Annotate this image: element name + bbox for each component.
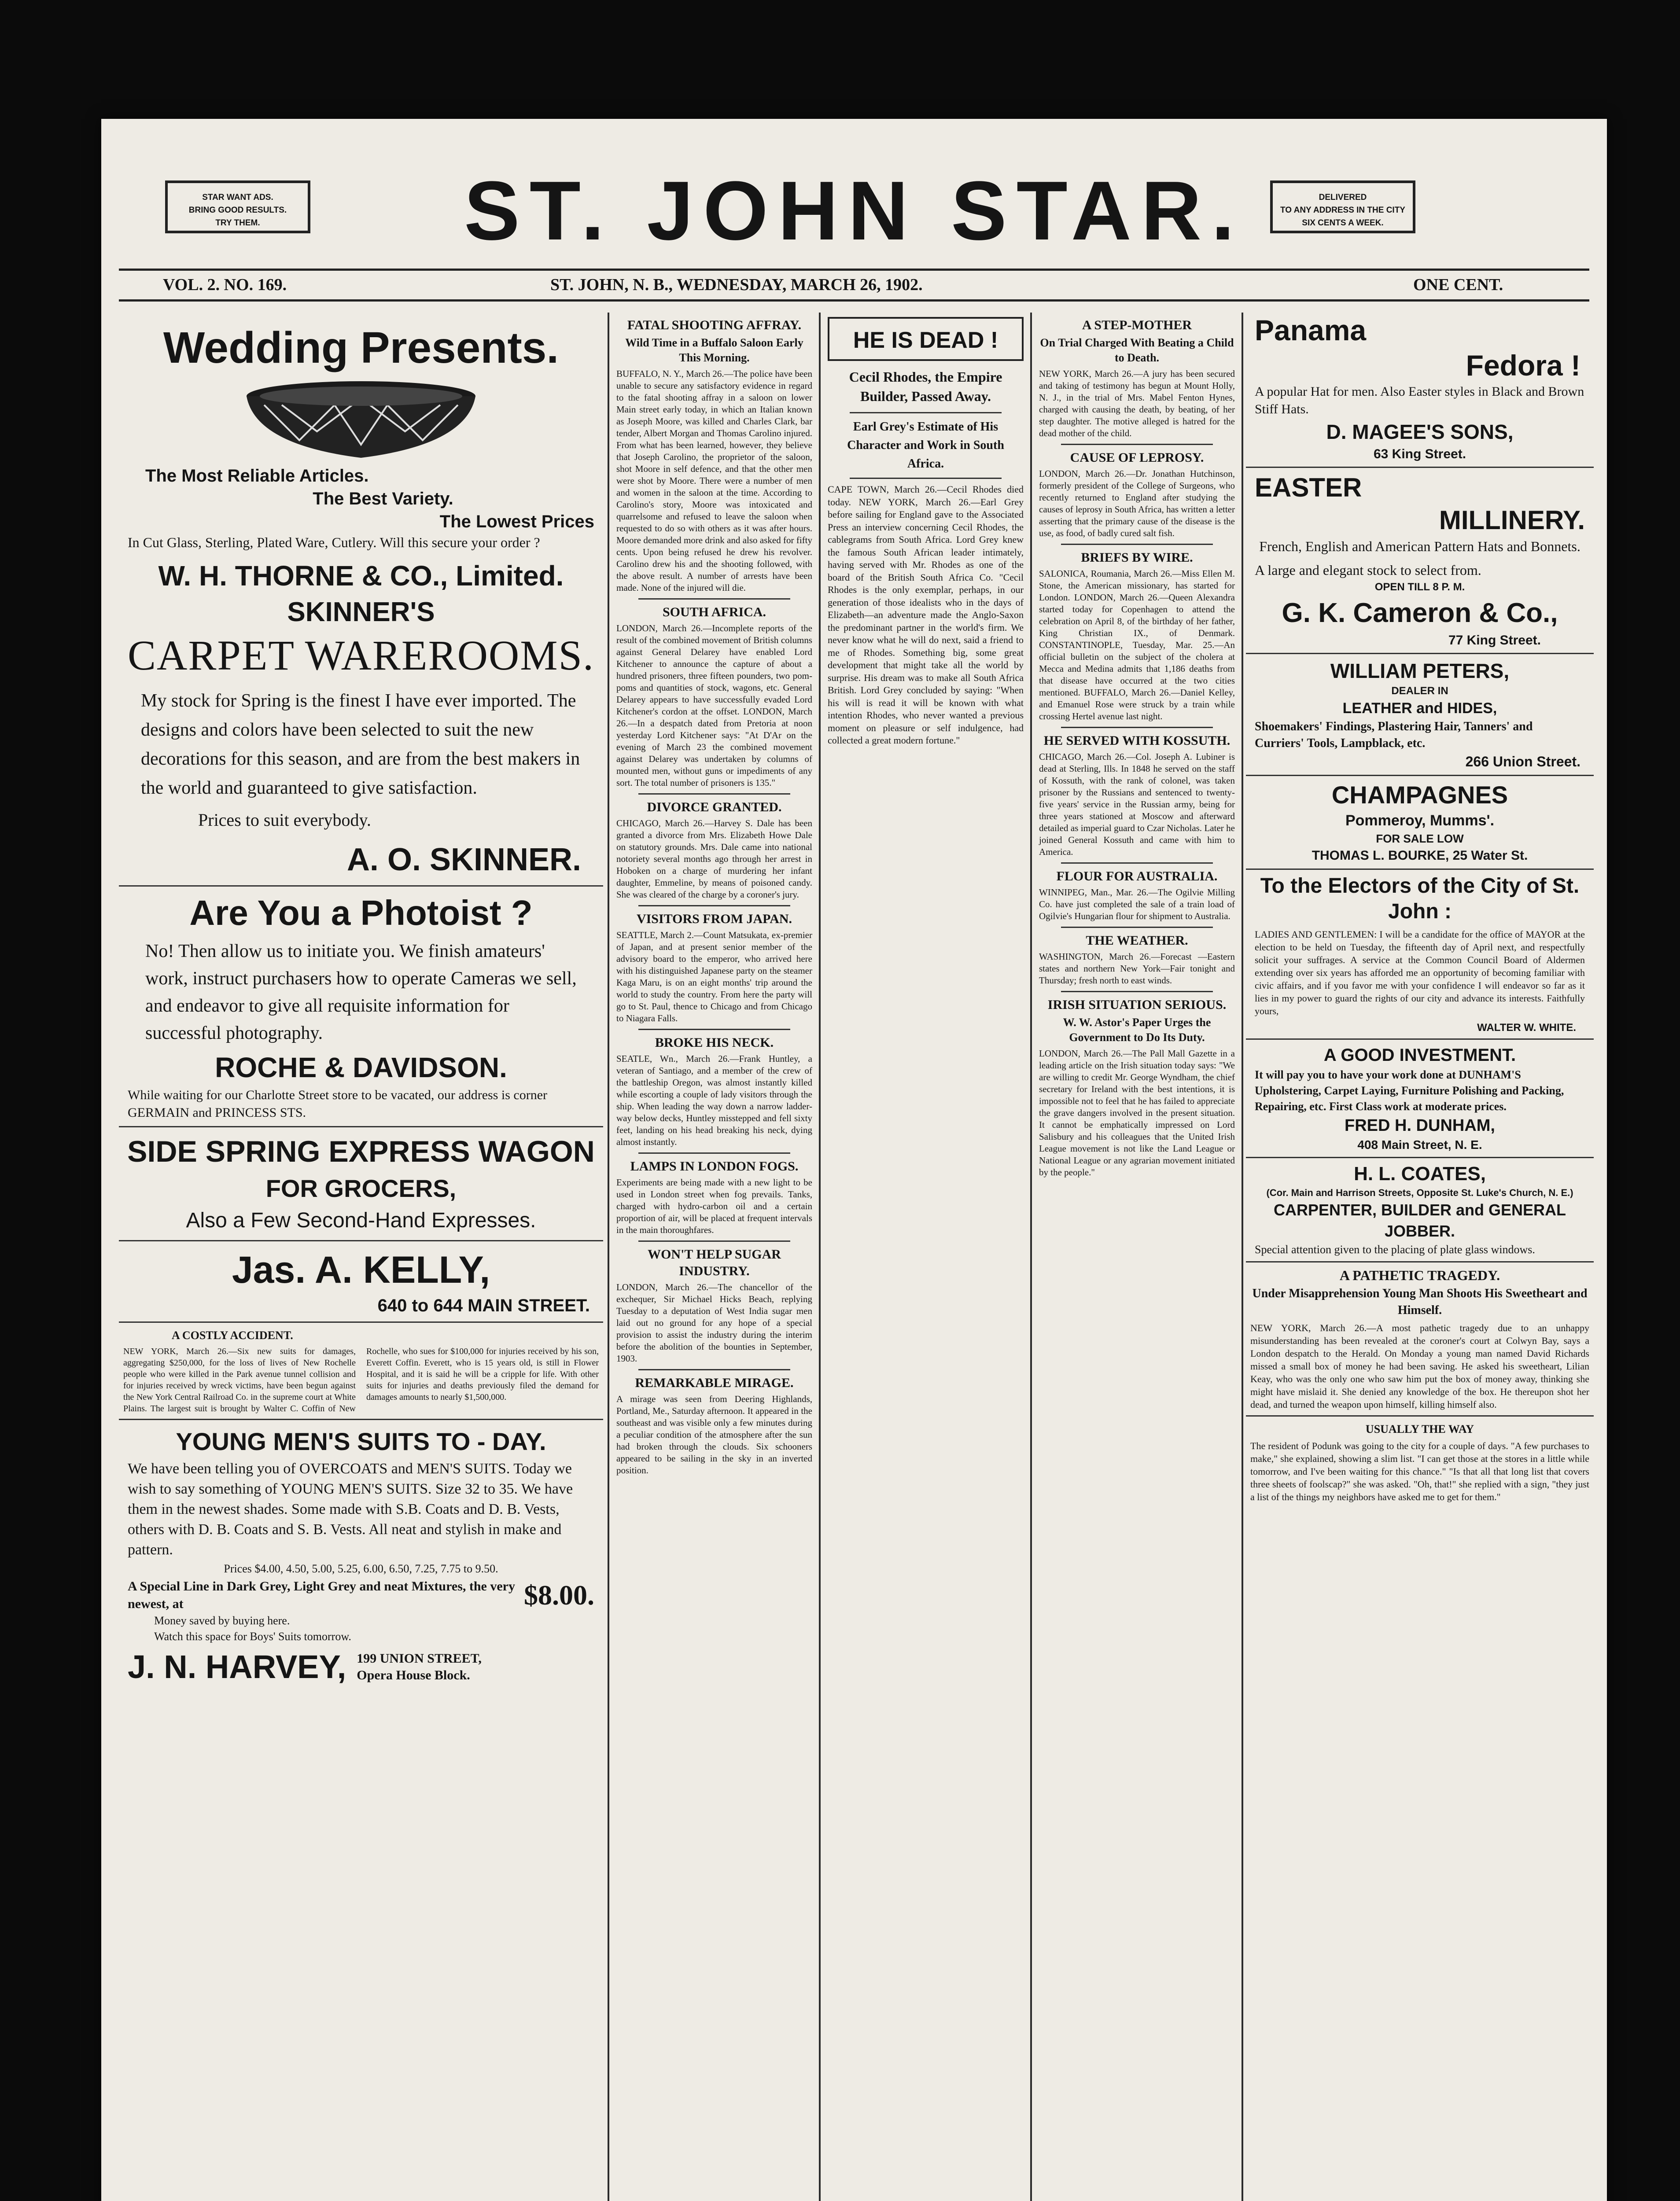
headline: FATAL SHOOTING AFFRAY.	[627, 318, 802, 332]
article-body: WASHINGTON, March 26.—Forecast —Eastern states and northern New York—Fair tonight and Thursday; fresh north to east winds.	[1039, 951, 1235, 986]
champagnes-brand: Pommeroy, Mumms'.	[1345, 812, 1495, 829]
dunham-address: 408 Main Street, N. E.	[1357, 1138, 1482, 1152]
magee-address: 63 King Street.	[1373, 447, 1466, 461]
headline: REMARKABLE MIRAGE.	[635, 1376, 794, 1390]
headline: CAUSE OF LEPROSY.	[1070, 450, 1204, 465]
article-body: NEW YORK, March 26.—A jury has been secured and taking of testimony has begun at Mount Holly, N. J., in the trial of Mrs. Mabel Fenton Hynes, charged with causing the death, by beating, of her step daughter. The motive alleged is hatred for the dead mother of the child.	[1039, 368, 1235, 438]
electors-title: To the Electors of the City of St. John :	[1260, 874, 1580, 923]
divider	[1061, 544, 1213, 545]
wedding-line: The Lowest Prices	[439, 512, 594, 531]
headline: SOUTH AFRICA.	[662, 605, 766, 619]
article-body: BUFFALO, N. Y., March 26.—The police have been unable to secure any satisfactory evidence in regard to the fatal shooting affray in a saloon on lower Main street early today, in which an Italian known as Joseph Moore, was killed and Charles Clark, bar tender, Albert Morgan and Thomas Carolino injured. From what has been learned, however, they believe that Joseph Carolino, the proprietor of the saloon, shot Moore in self defence, and that the other men were shot by Moore. There were a number of men and women in the saloon at the time. According to Carolino's story, Moore was intoxicated and quarrelsome and refused to leave the saloon when requested to do so with others as it was after hours. Moore demanded more drink and also asked for fifty cents. Upon being refused he drew his revolver. Carolino drew his and the shooting followed, with the above result. A number of arrests have been made. None of the injured will die.	[616, 368, 812, 593]
column-news-3	[823, 313, 1028, 2201]
headline: A PATHETIC TRAGEDY.	[1339, 1267, 1500, 1283]
peters-dealer: DEALER IN	[1391, 685, 1448, 697]
suits-prices: Prices $4.00, 4.50, 5.00, 5.25, 6.00, 6.50, 7.25, 7.75 to 9.50.	[224, 1562, 498, 1575]
divider	[119, 1321, 603, 1323]
peters-goods: LEATHER and HIDES,	[1342, 700, 1497, 717]
easter-title: EASTER	[1255, 473, 1362, 502]
headline: VISITORS FROM JAPAN.	[636, 912, 792, 926]
coates-address: (Cor. Main and Harrison Streets, Opposite St. Luke's Church, N. E.)	[1266, 1187, 1573, 1198]
dunham-name: FRED H. DUNHAM,	[1345, 1116, 1495, 1135]
electors-signature: WALTER W. WHITE.	[1477, 1022, 1576, 1034]
article-body: LONDON, March 26.—The chancellor of the exchequer, Sir Michael Hicks Beach, replying Tuesday to a deputation of West India sugar men laid out no ground for any hope of a special provision to assist the industry during the interim before the abolition of the bounties in September, 1903.	[616, 1282, 812, 1364]
suits-watch: Watch this space for Boys' Suits tomorrow.	[154, 1630, 351, 1643]
divider	[1246, 467, 1594, 468]
column-ads-left	[119, 313, 603, 2201]
dateline	[128, 275, 1581, 297]
skinner-title: CARPET WAREROOMS.	[128, 632, 594, 679]
column-rule	[608, 313, 609, 2201]
suits-title: YOUNG MEN'S SUITS TO - DAY.	[176, 1428, 546, 1455]
divider	[1061, 927, 1213, 928]
wagon-expresses: Also a Few Second-Hand Expresses.	[186, 1209, 536, 1232]
headline: USUALLY THE WAY	[1365, 1423, 1474, 1435]
article-body: Experiments are being made with a new light to be used in London street when fog prevails. Tanks, charged with hydro-carbon oil and a certain proportion of air, will be placed at frequent intervals in the main thoroughfares.	[616, 1177, 812, 1235]
wagon-title: SIDE SPRING EXPRESS WAGON	[127, 1135, 595, 1168]
dateline-rule-top	[119, 269, 1589, 271]
divider	[638, 905, 790, 906]
divider	[1246, 1157, 1594, 1158]
photoist-body: No! Then allow us to initiate you. We finish amateurs' work, instruct purchasers how to operate Cameras we sell, and endeavor to give all requisite information for successful photography.	[145, 941, 577, 1043]
divider	[119, 885, 603, 887]
headline: FLOUR FOR AUSTRALIA.	[1056, 869, 1218, 883]
masthead-right-line: TO ANY ADDRESS IN THE CITY	[1280, 206, 1405, 215]
investment-body: It will pay you to have your work done at DUNHAM'S Upholstering, Carpet Laying, Furniture Polishing and Packing, Repairing, etc. First Class work at moderate prices.	[1255, 1068, 1564, 1113]
headline: LAMPS IN LONDON FOGS.	[630, 1159, 799, 1174]
thorne-name: W. H. THORNE & CO., Limited.	[158, 560, 564, 592]
accident-body: NEW YORK, March 26.—Six new suits for damages, aggregating $250,000, for the loss of lives of New Rochelle people who were killed in the Park avenue tunnel collision and for injuries received by wreck victims, have been begun against the New York Central Railroad Co. in the supreme court at White Plains. The largest suit is brought by Walter C. Coffin of New Rochelle, who sues for $100,000 for injuries received by his son, Everett Coffin. Everett, who is 15 years old, is still in Flower Hospital, and it is said he will be a cripple for life. With other suits for injuries and deaths previously filed the demand for damages amounts to nearly $1,500,000.	[123, 1347, 599, 1413]
headline: IRISH SITUATION SERIOUS.	[1047, 997, 1227, 1012]
coates-trade: CARPENTER, BUILDER and GENERAL JOBBER.	[1273, 1201, 1566, 1240]
masthead-title: ST. JOHN STAR.	[464, 164, 1244, 258]
headline: BRIEFS BY WIRE.	[1081, 550, 1193, 565]
bourke-name: THOMAS L. BOURKE, 25 Water St.	[1312, 848, 1528, 863]
article-body: LONDON, March 26.—Dr. Jonathan Hutchinson, formerly president of the College of Surgeons, who recently returned to England after studying the causes of leprosy in South Africa, has written a letter asserting that the primary cause of the disease is the use, as food, of badly cured salt fish.	[1039, 468, 1235, 538]
investment-title: A GOOD INVESTMENT.	[1323, 1045, 1516, 1065]
headline: WON'T HELP SUGAR INDUSTRY.	[648, 1247, 781, 1278]
divider	[638, 793, 790, 795]
dateline-rule-bottom	[119, 299, 1589, 302]
millinery-body: French, English and American Pattern Hats and Bonnets.	[1259, 538, 1581, 554]
article-body: SEATLE, Wn., March 26.—Frank Huntley, a veteran of Santiago, and a member of the crew of the battleship Oregon, was almost instantly killed while escorting a couple of lady visitors through the ship. When leading the way down a narrow ladder-way below decks, Huntley misstepped and fell sixty feet, landing on his head breaking his neck, dying almost instantly.	[616, 1053, 812, 1147]
peters-address: 266 Union Street.	[1465, 754, 1581, 769]
divider	[638, 1240, 790, 1242]
price: ONE CENT.	[1413, 276, 1503, 294]
divider	[1061, 727, 1213, 728]
champagnes-sale: FOR SALE LOW	[1376, 832, 1464, 845]
masthead-left-line: TRY THEM.	[215, 218, 260, 228]
wedding-title: Wedding Presents.	[163, 323, 559, 372]
wedding-line: In Cut Glass, Sterling, Plated Ware, Cutlery. Will this secure your order ?	[128, 534, 540, 550]
article-body: SALONICA, Roumania, March 26.—Miss Ellen M. Stone, the American missionary, has started for London. LONDON, March 26.—Queen Alexandra started today for Copenhagen to attend the celebration on April 8, of the birthday of her father, King Christian IX., of Denmark. CONSTANTINOPLE, Tuesday, Mar. 25.—An official bulletin on the subject of the cholera at Mecca and Medina admits that 1,186 deaths from that disease have occurred at the two cities mentioned. BUFFALO, March 26.—Daniel Kelley, and Emanuel Rose were struck by a train while crossing Hertel avenue last night.	[1039, 568, 1235, 721]
subheadline: On Trial Charged With Beating a Child to Death.	[1040, 336, 1234, 364]
divider	[1246, 653, 1594, 654]
article-body: A mirage was seen from Deering Highlands, Portland, Me., Saturday afternoon. It appeared in the southeast and was visible only a few minutes during a peculiar condition of the atmosphere after the sun had broken through the clouds. Six schooners appeared to be sailing in the sky in an inverted position.	[616, 1394, 812, 1476]
wedding-line: The Best Variety.	[313, 489, 453, 508]
article-body: SEATTLE, March 2.—Count Matsukata, ex-premier of Japan, and at present senior member of the advisory board to the emperor, who arrived here with his distinguished Japanese party on the steamer Kaga Maru, is on an eight months' trip around the world to study the country. From here the party will go to St. Paul, thence to Chicago and from Chicago to Niagara Falls.	[616, 930, 812, 1023]
divider	[119, 1126, 603, 1127]
roche-note: While waiting for our Charlotte Street store to be vacated, our address is corner GERMAIN and PRINCESS STS.	[128, 1088, 548, 1120]
article-body: CAPE TOWN, March 26.—Cecil Rhodes died today. NEW YORK, March 26.—Earl Grey before sailing for England gave to the Associated Press an interview concerning Cecil Rhodes, the cablegrams from South Africa. Lord Grey knew the famous South African leader intimately, having served with Mr. Rhodes as one of the board of the British South Africa Co. "Cecil Rhodes is the only exemplar, perhaps, in our generation of those idealists who in the days of Elizabeth—an adventure made the Anglo-Saxon the predominant partner in the world's firm. We never know what he will do next, said a friend to me of Rhodes. Something big, some great development that might take all the world by surprise. His dream was to make all South Africa British. Lord Grey concluded by saying: "When his will is read it will be known with what intention Rhodes, who never wanted a previous moment on pleasure or self indulgence, had collected a great modern fortune."	[828, 484, 1024, 746]
rhodes-box	[828, 317, 1024, 361]
column-news-4	[1035, 313, 1239, 2201]
subheadline: W. W. Astor's Paper Urges the Government to Do Its Duty.	[1063, 1016, 1211, 1044]
headline: THE WEATHER.	[1086, 933, 1188, 948]
headline: BROKE HIS NECK.	[655, 1035, 774, 1050]
column-rule	[1030, 313, 1032, 2201]
peters-name: WILLIAM PETERS,	[1330, 659, 1510, 682]
skinner-top: SKINNER'S	[287, 597, 435, 627]
headline: HE SERVED WITH KOSSUTH.	[1043, 733, 1231, 748]
kelly-name: Jas. A. KELLY,	[232, 1249, 490, 1291]
panama-title: Panama	[1255, 314, 1367, 346]
place-date: ST. JOHN, N. B., WEDNESDAY, MARCH 26, 1902.	[550, 276, 923, 294]
subheadline: Under Misapprehension Young Man Shoots His Sweetheart and Himself.	[1252, 1287, 1588, 1317]
photoist-title: Are You a Photoist ?	[189, 893, 533, 932]
divider	[119, 1240, 603, 1241]
article-body: CHICAGO, March 26.—Col. Joseph A. Lubiner is dead at Sterling, Ills. In 1848 he served on the staff of Kossuth, with the rank of colonel, was taken prisoner by the Russians and sentenced to twenty-five years' service in the Russian army, being for three years stationed at Moscow and afterward detailed as imperial guard to Czar Nicholas. Later he joined General Kossuth and came with him to America.	[1039, 751, 1235, 857]
article-body: LONDON, March 26.—Incomplete reports of the result of the combined movement of British columns against General Delarey have enabled Lord Kitchener to announce the capture of about a hundred prisoners, three fifteen pounders, two pom-poms and quantities of stock, wagons, etc. General Delarey appears to have successfully evaded Lord Kitchener's cordon at the offset. LONDON, March 26.—In a despatch dated from Pretoria at noon yesterday Lord Kitchener says: "At D'Ar on the evening of March 23 the combined movement against Delarey was undertaken by columns of mounted men, without guns or impediments of any sort. The total number of prisoners is 135."	[616, 623, 812, 788]
divider	[1061, 444, 1213, 445]
suits-saved: Money saved by buying here.	[154, 1614, 290, 1627]
subheadline: Cecil Rhodes, the Empire Builder, Passed Away.	[849, 369, 1002, 404]
volume-number: VOL. 2. NO. 169.	[163, 276, 287, 294]
subheadline: Wild Time in a Buffalo Saloon Early This Morning.	[625, 336, 803, 364]
column-rule	[1242, 313, 1243, 2201]
skinner-body: My stock for Spring is the finest I have ever imported. The designs and colors have been selected to suit the new decorations for this season, and are from the best makers in the world and guaranteed to give satisfaction.	[141, 691, 580, 798]
roche-davidson: ROCHE & DAVIDSON.	[215, 1052, 507, 1083]
masthead-left-line: BRING GOOD RESULTS.	[188, 206, 287, 215]
cameron-name: G. K. Cameron & Co.,	[1282, 598, 1558, 628]
divider	[850, 478, 1002, 479]
subheadline: Earl Grey's Estimate of His Character and Work in South Africa.	[847, 420, 1004, 471]
electors-body: LADIES AND GENTLEMEN: I will be a candidate for the office of MAYOR at the election to be held on Tuesday, the fifteenth day of April next, and respectfully solicit your suffrages. A service at the Common Council Board of Aldermen extending over six years has afforded me an opportunity of becoming familiar with civic affairs, and if you favor me with your confidence I will endeavor so far as it lies in my power to guard the rights of our city and advance its interests. Faithfully yours,	[1255, 929, 1585, 1016]
article-body: WINNIPEG, Man., Mar. 26.—The Ogilvie Milling Co. have just completed the sale of a train load of Ogilvie's Hungarian flour for shipment to Australia.	[1039, 887, 1235, 921]
newspaper-page	[101, 119, 1607, 2201]
millinery-hours: OPEN TILL 8 P. M.	[1374, 581, 1465, 593]
divider	[1061, 862, 1213, 864]
coates-name: H. L. COATES,	[1354, 1163, 1486, 1185]
article-body: The resident of Podunk was going to the city for a couple of days. "A few purchases to make," she explained, showing a slim list. "I can get those at the stores in a little while tomorrow, and I've been waiting for this chance." "Is that all that long list that covers three sheets of foolscap?" she was asked. "Oh, that!" she replied with a sign, "they just a list of the things my neighbors have asked me to get for them."	[1250, 1440, 1589, 1502]
suits-special-price: $8.00.	[524, 1579, 594, 1611]
column-rule	[819, 313, 821, 2201]
article-body: NEW YORK, March 26.—A most pathetic tragedy due to an unhappy misunderstanding has been revealed at the coroner's court at Colwyn Bay, says a London despatch to the Herald. On Monday a young man named David Richards missed a small box of money he had been saving. He asked his sweetheart, Lilian Keay, who was the only one who saw him put the box of money away, thinking she might have mislaid it. She denied any knowledge of the box. He thereupon shot her dead, and turned the weapon upon himself, killing himself also.	[1250, 1322, 1589, 1410]
divider	[638, 598, 790, 600]
divider	[1061, 991, 1213, 992]
coates-note: Special attention given to the placing of plate glass windows.	[1255, 1243, 1535, 1256]
fedora-title: Fedora !	[1466, 349, 1581, 382]
peters-body: Shoemakers' Findings, Plastering Hair, Tanners' and Curriers' Tools, Lampblack, etc.	[1255, 720, 1533, 750]
suits-special: A Special Line in Dark Grey, Light Grey and neat Mixtures, the very newest, at	[128, 1579, 515, 1611]
masthead-right-box	[1270, 180, 1415, 233]
skinner-prices: Prices to suit everybody.	[198, 810, 371, 830]
suits-special-row	[128, 1578, 594, 1613]
column-news-2	[612, 313, 817, 2201]
divider	[638, 1152, 790, 1154]
champagnes-title: CHAMPAGNES	[1331, 781, 1508, 809]
divider	[638, 1369, 790, 1370]
divider	[1246, 869, 1594, 870]
harvey-name: J. N. HARVEY,	[128, 1649, 346, 1685]
cameron-address: 77 King Street.	[1448, 633, 1541, 648]
divider	[850, 412, 1002, 413]
cut-glass-bowl-image	[119, 379, 603, 464]
divider	[1246, 1038, 1594, 1040]
panama-body: A popular Hat for men. Also Easter styles in Black and Brown Stiff Hats.	[1255, 384, 1584, 416]
masthead-right-line: SIX CENTS A WEEK.	[1302, 218, 1384, 228]
harvey-row	[128, 1647, 594, 1687]
masthead-left-line: STAR WANT ADS.	[202, 193, 273, 202]
wagon-grocers: FOR GROCERS,	[265, 1174, 457, 1202]
divider	[119, 1419, 603, 1420]
divider	[638, 1029, 790, 1030]
headline: A STEP-MOTHER	[1082, 318, 1192, 332]
divider	[1246, 775, 1594, 776]
millinery-body-2: A large and elegant stock to select from.	[1255, 562, 1481, 578]
divider	[1246, 1415, 1594, 1417]
masthead-right-line: DELIVERED	[1319, 193, 1367, 202]
wedding-line: The Most Reliable Articles.	[145, 466, 369, 486]
kelly-address: 640 to 644 MAIN STREET.	[377, 1296, 590, 1315]
headline: HE IS DEAD !	[853, 328, 998, 353]
column-ads-right	[1246, 313, 1594, 2201]
suits-body: We have been telling you of OVERCOATS and MEN'S SUITS. Today we wish to say something of YOUNG MEN'S SUITS. Size 32 to 35. We have them in the newest shades. Some made with S.B. Coats and D. B. Vests, others with D. B. Coats and S. B. Vests. All neat and stylish in make and pattern.	[128, 1461, 573, 1558]
millinery-title: MILLINERY.	[1439, 505, 1585, 535]
magee-name: D. MAGEE'S SONS,	[1326, 420, 1514, 443]
article-body: LONDON, March 26.—The Pall Mall Gazette in a leading article on the Irish situation today says: "We are willing to credit Mr. George Wyndham, the chief secretary for Ireland with the best intentions, it is impossible not to feel that he has failed to appreciate the grave dangers involved in the present situation. It cannot be emphatically impressed on Lord Salisbury and his colleagues that the United Irish League movement is not like the Land League or National League or any agrarian movement initiated by the people."	[1039, 1048, 1235, 1178]
article-body: CHICAGO, March 26.—Harvey S. Dale has been granted a divorce from Mrs. Elizabeth Howe Dale on statutory grounds. Mrs. Dale came into national notoriety several months ago through her arrest in Hoboken on a charge of murdering her infant daughter, Emmeline, by means of poisoned candy. She was cleared of the charge by a coroner's jury.	[616, 818, 812, 900]
headline: DIVORCE GRANTED.	[647, 800, 782, 814]
accident-headline: A COSTLY ACCIDENT.	[172, 1329, 293, 1342]
harvey-address: 199 UNION STREET, Opera House Block.	[357, 1651, 482, 1682]
divider	[1246, 1261, 1594, 1262]
skinner-name: A. O. SKINNER.	[346, 842, 581, 877]
